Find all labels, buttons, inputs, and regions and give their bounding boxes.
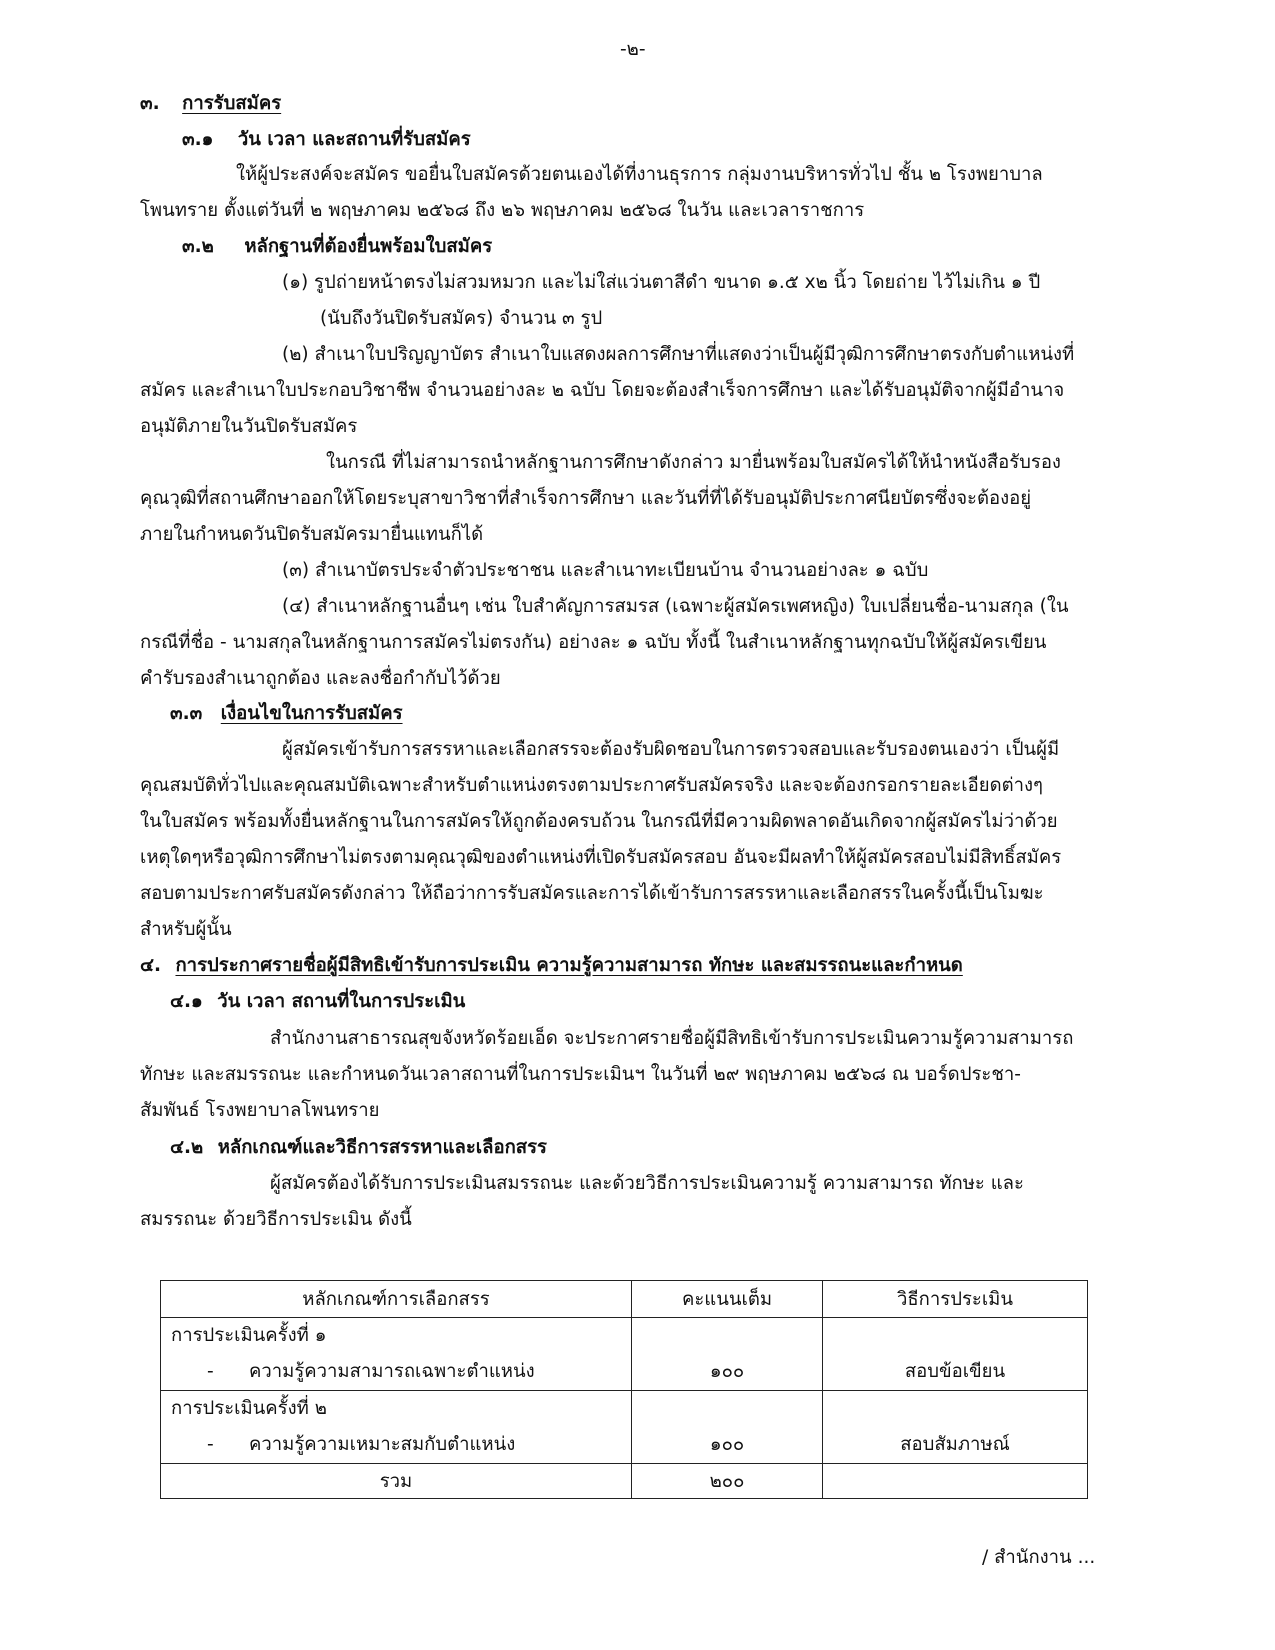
table-row <box>161 1318 1088 1391</box>
section-4-2-heading <box>170 1136 547 1160</box>
full-score-cell: ๑๐๐ <box>632 1391 823 1464</box>
section-4-1-line-2: ทักษะ และสมรรถนะ และกำหนดวันเวลาสถานที่ในการประเมินฯ ในวันที่ ๒๙ พฤษภาคม ๒๕๖๘ ณ บอร์ดประชา- <box>140 1064 1021 1085</box>
item-4-line-3: คำรับรองสำเนาถูกต้อง และลงชื่อกำกับไว้ด้วย <box>140 668 501 689</box>
dash-bullet: - <box>207 1434 214 1455</box>
section-3-3-number: ๓.๓ <box>170 703 203 724</box>
table-row <box>161 1391 1088 1464</box>
item-2-line-3: อนุมัติภายในวันปิดรับสมัคร <box>140 416 358 437</box>
note-line-3: ภายในกำหนดวันปิดรับสมัครมายื่นแทนก็ได้ <box>140 524 484 545</box>
section-3-3-heading <box>170 702 403 726</box>
criteria-cell <box>161 1318 632 1391</box>
item-4-line-2: กรณีที่ชื่อ - นามสกุลในหลักฐานการสมัครไม่ตรงกัน) อย่างละ ๑ ฉบับ ทั้งนี้ ในสำเนาหลักฐานทุกฉบับให้ผู้สมัครเขียน <box>140 632 1047 653</box>
section-3-1-heading <box>182 128 471 152</box>
section-4-1-heading <box>170 990 465 1014</box>
total-label: รวม <box>161 1464 632 1499</box>
section-3-3-title: เงื่อนไขในการรับสมัคร <box>220 703 403 724</box>
total-method-empty <box>823 1464 1088 1499</box>
section-4-1-line-3: สัมพันธ์ โรงพยาบาลโพนทราย <box>140 1100 380 1121</box>
section-3-2-heading <box>182 235 492 259</box>
table-total-row <box>161 1464 1088 1499</box>
assessment-item-label: ความรู้ความเหมาะสมกับตำแหน่ง <box>249 1434 516 1455</box>
selection-criteria-table <box>160 1280 1088 1499</box>
section-3-1-title: วัน เวลา และสถานที่รับสมัคร <box>237 129 471 150</box>
section-4-1-number: ๔.๑ <box>170 991 203 1012</box>
section-4-2-title: หลักเกณฑ์และวิธีการสรรหาและเลือกสรร <box>217 1137 547 1158</box>
section-3-3-line-2: คุณสมบัติทั่วไปและคุณสมบัติเฉพาะสำหรับตำแหน่งตรงตามประกาศรับสมัครจริง และจะต้องกรอกรายละเอียดต่างๆ <box>140 775 1043 796</box>
section-4-1-line-1: สำนักงานสาธารณสุขจังหวัดร้อยเอ็ด จะประกาศรายชื่อผู้มีสิทธิเข้ารับการประเมินความรู้ความสามารถ <box>270 1028 1074 1049</box>
section-3-1-line-2: โพนทราย ตั้งแต่วันที่ ๒ พฤษภาคม ๒๕๖๘ ถึง ๒๖ พฤษภาคม ๒๕๖๘ ในวัน และเวลาราชการ <box>140 200 865 221</box>
note-line-1: ในกรณี ที่ไม่สามารถนำหลักฐานการศึกษาดังกล่าว มายื่นพร้อมใบสมัครได้ให้นำหนังสือรับรอง <box>326 452 1061 473</box>
method-cell: สอบข้อเขียน <box>823 1318 1088 1391</box>
item-1-line-1: (๑) รูปถ่ายหน้าตรงไม่สวมหมวก และไม่ใส่แว่นตาสีดำ ขนาด ๑.๕ x๒ นิ้ว โดยถ่าย ไว้ไม่เกิน ๑ ปี <box>282 272 1041 293</box>
section-4-2-number: ๔.๒ <box>170 1137 204 1158</box>
section-4-2-line-2: สมรรถนะ ด้วยวิธีการประเมิน ดังนี้ <box>140 1209 412 1230</box>
dash-bullet: - <box>207 1361 214 1382</box>
section-3-3-line-5: สอบตามประกาศรับสมัครดังกล่าว ให้ถือว่าการรับสมัครและการได้เข้ารับการสรรหาและเลือกสรรในครั้งนี้เป็นโมฆะ <box>140 883 1044 904</box>
section-3-3-line-4: เหตุใดๆหรือวุฒิการศึกษาไม่ตรงตามคุณวุฒิของตำแหน่งที่เปิดรับสมัครสอบ อันจะมีผลทำให้ผู้สมัครสอบไม่มีสิทธิ์สมัคร <box>140 847 1062 868</box>
item-4-line-1: (๔) สำเนาหลักฐานอื่นๆ เช่น ใบสำคัญการสมรส (เฉพาะผู้สมัครเพศหญิง) ใบเปลี่ยนชื่อ-นามสกุล (ใน <box>282 596 1069 617</box>
item-1-line-2: (นับถึงวันปิดรับสมัคร) จำนวน ๓ รูป <box>320 308 603 329</box>
criteria-cell <box>161 1391 632 1464</box>
full-score-cell: ๑๐๐ <box>632 1318 823 1391</box>
section-3-heading <box>140 92 281 116</box>
section-4-1-title: วัน เวลา สถานที่ในการประเมิน <box>217 991 466 1012</box>
section-3-1-line-1: ให้ผู้ประสงค์จะสมัคร ขอยื่นใบสมัครด้วยตนเองได้ที่งานธุรการ กลุ่มงานบริหารทั่วไป ชั้น ๒ โรงพยาบาล <box>236 164 1043 185</box>
section-3-1-number: ๓.๑ <box>182 129 214 150</box>
item-3-line: (๓) สำเนาบัตรประจำตัวประชาชน และสำเนาทะเบียนบ้าน จำนวนอย่างละ ๑ ฉบับ <box>282 560 929 581</box>
assessment-item <box>161 1354 631 1390</box>
total-score: ๒๐๐ <box>632 1464 823 1499</box>
assessment-item-label: ความรู้ความสามารถเฉพาะตำแหน่ง <box>249 1361 535 1382</box>
header-full-score: คะแนนเต็ม <box>632 1281 823 1318</box>
section-3-title: การรับสมัคร <box>182 93 282 114</box>
assessment-item <box>161 1427 631 1463</box>
method-cell: สอบสัมภาษณ์ <box>823 1391 1088 1464</box>
section-3-number: ๓. <box>140 93 160 114</box>
table-header-row <box>161 1281 1088 1318</box>
section-3-3-line-6: สำหรับผู้นั้น <box>140 919 232 940</box>
section-3-3-line-1: ผู้สมัครเข้ารับการสรรหาและเลือกสรรจะต้องรับผิดชอบในการตรวจสอบและรับรองตนเองว่า เป็นผู้มี <box>282 739 1060 760</box>
page-number: -๒- <box>620 39 646 60</box>
section-3-2-number: ๓.๒ <box>182 236 214 257</box>
section-3-3-line-3: ในใบสมัคร พร้อมทั้งยื่นหลักฐานในการสมัครให้ถูกต้องครบถ้วน ในกรณีที่มีความผิดพลาดอันเกิดจากผู้สมัครไม่ว่าด้วย <box>140 811 1058 832</box>
section-3-2-title: หลักฐานที่ต้องยื่นพร้อมใบสมัคร <box>244 236 493 257</box>
section-4-2-line-1: ผู้สมัครต้องได้รับการประเมินสมรรถนะ และด้วยวิธีการประเมินความรู้ ความสามารถ ทักษะ และ <box>270 1173 1024 1194</box>
continuation-note: / สำนักงาน ... <box>982 1547 1096 1568</box>
header-criteria: หลักเกณฑ์การเลือกสรร <box>161 1281 632 1318</box>
item-2-line-2: สมัคร และสำเนาใบประกอบวิชาชีพ จำนวนอย่างละ ๒ ฉบับ โดยจะต้องสำเร็จการศึกษา และได้รับอนุมัติจากผู้มีอำนาจ <box>140 380 1065 401</box>
assessment-round-label: การประเมินครั้งที่ ๒ <box>171 1398 327 1419</box>
note-line-2: คุณวุฒิที่สถานศึกษาออกให้โดยระบุสาขาวิชาที่สำเร็จการศึกษา และวันที่ที่ได้รับอนุมัติประกาศนียบัตรซึ่งจะต้องอยู่ <box>140 488 1032 509</box>
section-4-title: การประกาศรายชื่อผู้มีสิทธิเข้ารับการประเมิน ความรู้ความสามารถ ทักษะ และสมรรถนะและกำหนด <box>175 955 963 976</box>
section-4-heading <box>140 954 963 978</box>
header-method: วิธีการประเมิน <box>823 1281 1088 1318</box>
section-4-number: ๔. <box>140 955 162 976</box>
item-2-line-1: (๒) สำเนาใบปริญญาบัตร สำเนาใบแสดงผลการศึกษาที่แสดงว่าเป็นผู้มีวุฒิการศึกษาตรงกับตำแหน่งที่ <box>282 344 1075 365</box>
assessment-round-label: การประเมินครั้งที่ ๑ <box>171 1325 327 1346</box>
